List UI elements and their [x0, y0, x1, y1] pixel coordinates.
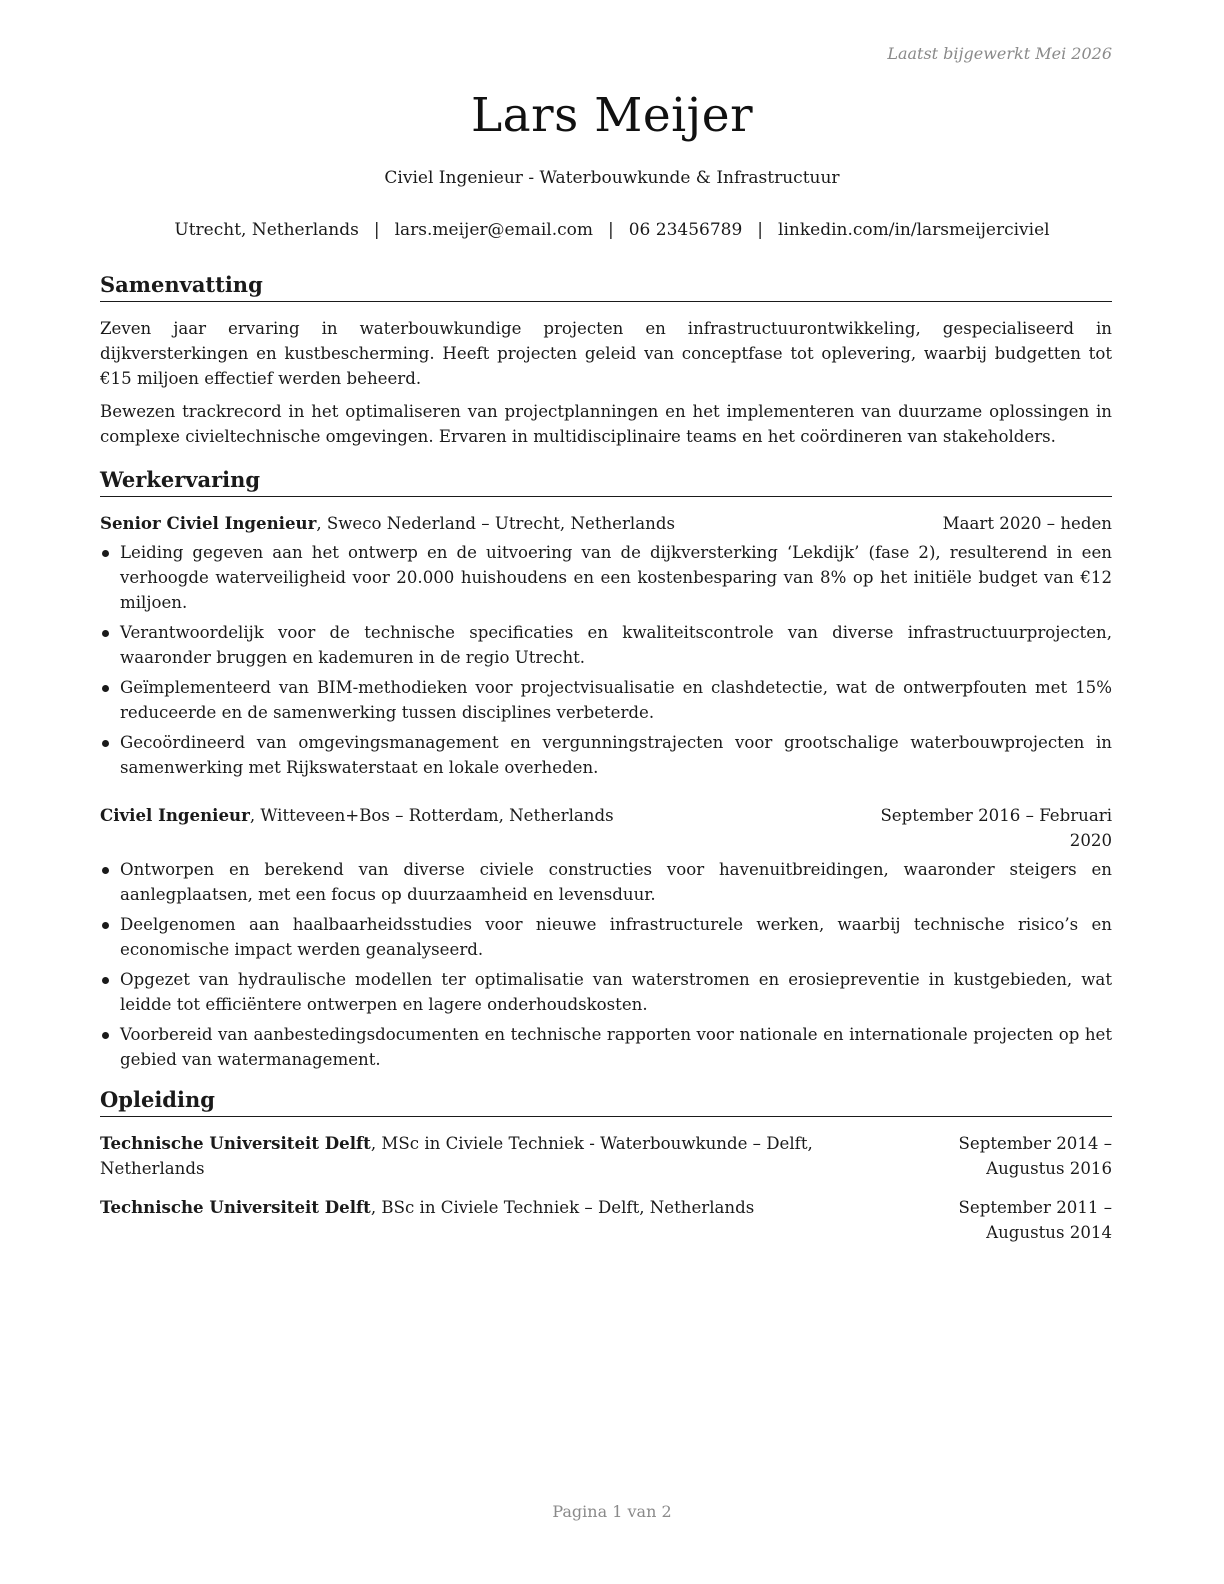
bullet-icon: [102, 740, 109, 747]
list-item: Geïmplementeerd van BIM-methodieken voor projectvisualisatie en clashdetectie, wat de ontwerpfouten met 15% reduceerde en de samenwerking tussen disciplines verbeterde.: [100, 675, 1112, 725]
contact-location: Utrecht, Netherlands: [174, 220, 359, 240]
education-detail: , BSc in Civiele Techniek – Delft, Netherlands: [370, 1198, 755, 1217]
section-title-education: Opleiding: [100, 1085, 1112, 1117]
resume-content: [100, 270, 1112, 1245]
contact-line: [0, 220, 1224, 240]
education-detail: , MSc in Civiele Techniek - Waterbouwkunde – Delft, Netherlands: [100, 1134, 813, 1178]
education-school: Technische Universiteit Delft: [100, 1197, 371, 1217]
contact-email[interactable]: lars.meijer@email.com: [394, 220, 593, 240]
contact-phone: 06 23456789: [628, 220, 743, 240]
job-period: Maart 2020 – heden: [942, 514, 1112, 533]
summary-paragraph: Bewezen trackrecord in het optimaliseren van projectplanningen en het implementeren van duurzame oplossingen in complexe civieltechnische omgevingen. Ervaren in multidisciplinaire teams en het coördineren van stakeholders.: [100, 402, 1112, 446]
job-role: Civiel Ingenieur: [100, 805, 250, 825]
list-item: Gecoördineerd van omgevingsmanagement en vergunningstrajecten voor grootschalige waterbouwprojecten in samenwerking met Rijkswaterstaat en lokale overheden.: [100, 730, 1112, 780]
list-item: Opgezet van hydraulische modellen ter optimalisatie van waterstromen en erosiepreventie in kustgebieden, wat leidde tot efficiëntere ontwerpen en lagere onderhoudskosten.: [100, 967, 1112, 1017]
education-entry: [100, 1131, 1112, 1181]
bullet-icon: [102, 685, 109, 692]
contact-separator: |: [757, 220, 764, 240]
job-title: Civiel Ingenieur - Waterbouwkunde & Infrastructuur: [384, 168, 840, 188]
education-entry: [100, 1195, 1112, 1245]
job-period: September 2016 – Februari 2020: [880, 806, 1112, 850]
summary-paragraph: Zeven jaar ervaring in waterbouwkundige projecten en infrastructuurontwikkeling, gespecialiseerd in dijkversterkingen en kustbescherming. Heeft projecten geleid van conceptfase tot oplevering, waarbij budgetten tot €15 miljoen effectief werden beheerd.: [100, 319, 1112, 388]
section-title-experience: Werkervaring: [100, 465, 1112, 497]
bullet-icon: [102, 550, 109, 557]
bullet-icon: [102, 630, 109, 637]
job-company: , Witteveen+Bos – Rotterdam, Netherlands: [249, 806, 614, 825]
candidate-name: Lars Meijer: [470, 88, 754, 143]
bullet-icon: [102, 867, 109, 874]
list-item: Voorbereid van aanbestedingsdocumenten en technische rapporten voor nationale en internationale projecten op het gebied van watermanagement.: [100, 1022, 1112, 1072]
bullet-icon: [102, 1032, 109, 1039]
education-period: September 2011 – Augustus 2014: [958, 1198, 1112, 1242]
list-item: Deelgenomen aan haalbaarheidsstudies voor nieuwe infrastructurele werken, waarbij technische risico’s en economische impact werden geanalyseerd.: [100, 912, 1112, 962]
section-title-summary: Samenvatting: [100, 270, 1112, 302]
job-role: Senior Civiel Ingenieur: [100, 513, 317, 533]
list-item: Leiding gegeven aan het ontwerp en de uitvoering van de dijkversterking ‘Lekdijk’ (fase 2), resulterend in een verhoogde waterveiligheid voor 20.000 huishoudens en een kostenbesparing van 8% op het initiële budget van €12 miljoen.: [100, 540, 1112, 615]
job-header: [100, 803, 1112, 853]
job-company: , Sweco Nederland – Utrecht, Netherlands: [316, 514, 675, 533]
bullet-icon: [102, 922, 109, 929]
job-bullets: [100, 540, 1112, 780]
education-period: September 2014 – Augustus 2016: [958, 1134, 1112, 1178]
job-header: [100, 511, 1112, 536]
job-bullets: [100, 857, 1112, 1072]
list-item: Verantwoordelijk voor de technische specificaties en kwaliteitscontrole van diverse infrastructuurprojecten, waaronder bruggen en kademuren in de regio Utrecht.: [100, 620, 1112, 670]
contact-linkedin[interactable]: linkedin.com/in/larsmeijerciviel: [778, 220, 1050, 240]
contact-separator: |: [373, 220, 380, 240]
last-updated: Laatst bijgewerkt Mei 2026: [887, 44, 1112, 63]
bullet-icon: [102, 977, 109, 984]
page-number: Pagina 1 van 2: [552, 1502, 672, 1521]
education-school: Technische Universiteit Delft: [100, 1133, 371, 1153]
contact-separator: |: [607, 220, 614, 240]
list-item: Ontworpen en berekend van diverse civiele constructies voor havenuitbreidingen, waaronder steigers en aanlegplaatsen, met een focus op duurzaamheid en levensduur.: [100, 857, 1112, 907]
